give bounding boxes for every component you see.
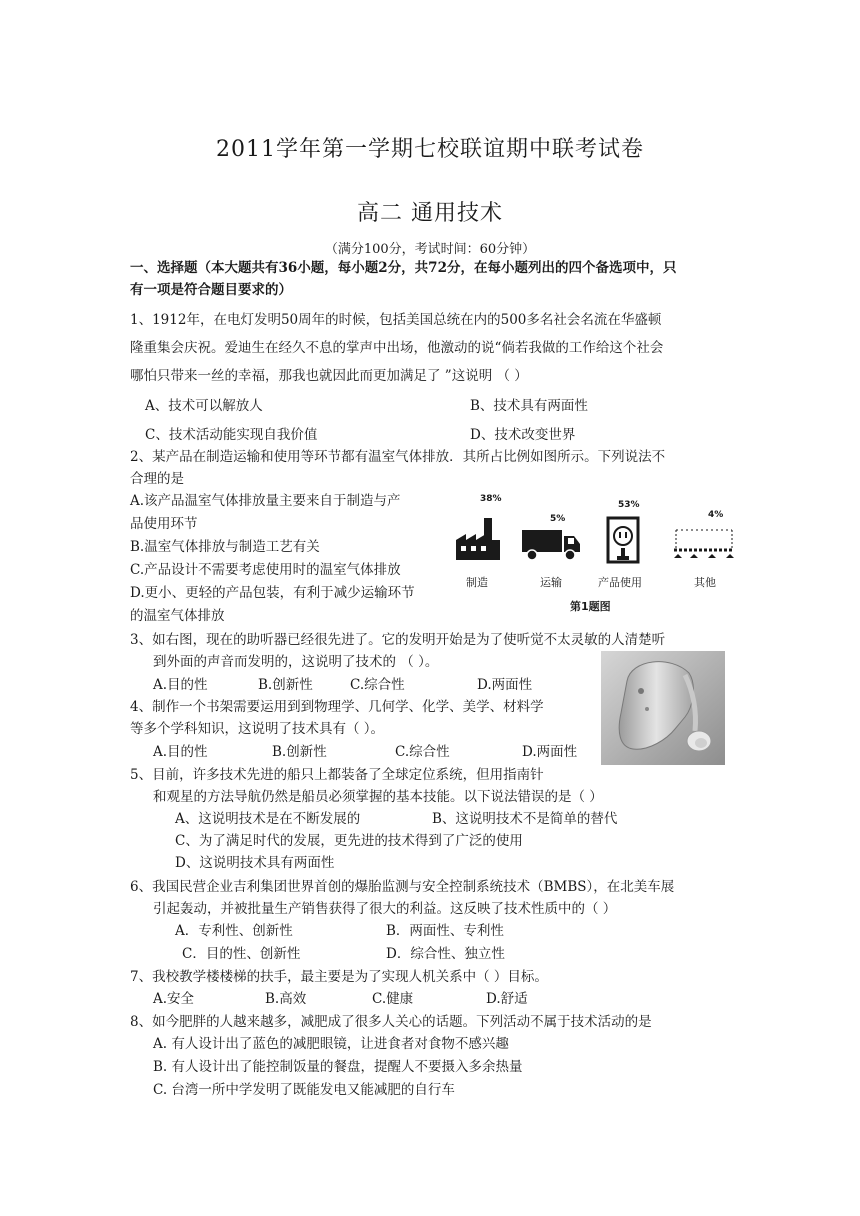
figure-caption: 第1题图 (570, 600, 611, 613)
exam-info: （满分100分，考试时间：60分钟） (324, 242, 536, 257)
q2-stem-line1: 2、某产品在制造运输和使用等环节都有温室气体排放．其所占比例如图所示。下列说法不 (130, 449, 666, 465)
q4-stem-line2: 等多个学科知识，这说明了技术具有（ ）。 (130, 721, 385, 737)
truck-icon (520, 528, 582, 562)
subject-title: 高二 通用技术 (357, 201, 503, 226)
q7-option-d: D.舒适 (486, 991, 528, 1007)
factory-icon (454, 516, 504, 562)
q1-option-a: A、技术可以解放人 (145, 398, 263, 414)
q4-stem-line1: 4、制作一个书架需要运用到到物理学、几何学、化学、美学、材料学 (130, 699, 544, 715)
section-heading-line1: 一、选择题（本大题共有36小题，每小题2分，共72分，在每小题列出的四个备选项中，只 (130, 260, 677, 276)
figure-label-other: 其他 (694, 576, 716, 589)
figure-label-transport: 运输 (540, 576, 562, 589)
q1-option-b: B、技术具有两面性 (470, 398, 588, 414)
q3-option-b: B.创新性 (258, 677, 313, 693)
figure-percent-transport: 5% (550, 514, 566, 524)
figure-label-usage: 产品使用 (598, 576, 642, 589)
q6-option-a: A．专利性、创新性 (175, 923, 293, 939)
q2-option-d-line1: D.更小、更轻的产品包装，有利于减少运输环节 (130, 585, 415, 601)
q8-option-a: A. 有人设计出了蓝色的减肥眼镜，让进食者对食物不感兴趣 (153, 1036, 509, 1052)
q4-option-c: C.综合性 (395, 744, 450, 760)
q1-stem-line2: 隆重集会庆祝。爱迪生在经久不息的掌声中出场，他激动的说“倘若我做的工作给这个社会 (130, 340, 664, 356)
q1-stem-line1: 1、1912年，在电灯发明50周年的时候，包括美国总统在内的500多名社会名流在华盛顿 (130, 312, 662, 328)
q2-option-a-line2: 品使用环节 (130, 516, 198, 532)
q2-option-b: B.温室气体排放与制造工艺有关 (130, 539, 320, 555)
q7-stem: 7、我校教学楼楼梯的扶手，最主要是为了实现人机关系中（ ）目标。 (130, 969, 548, 985)
q4-option-a: A.目的性 (153, 744, 208, 760)
figure-percent-usage: 53% (618, 500, 640, 510)
q6-option-d: D．综合性、独立性 (386, 946, 505, 962)
q2-option-d-line2: 的温室气体排放 (130, 608, 225, 624)
q6-option-b: B．两面性、专利性 (386, 923, 504, 939)
q2-figure (450, 488, 740, 614)
hearing-aid-image (601, 651, 725, 765)
q6-stem-line2: 引起轰动，并被批量生产销售获得了很大的利益。这反映了技术性质中的（ ） (153, 901, 617, 917)
other-icon (672, 524, 736, 560)
q5-stem-line2: 和观星的方法导航仍然是船员必须掌握的基本技能。以下说法错误的是（ ） (153, 789, 603, 805)
q8-option-c: C. 台湾一所中学发明了既能发电又能减肥的自行车 (153, 1082, 455, 1098)
figure-label-manufacture: 制造 (466, 576, 488, 589)
q5-stem-line1: 5、目前，许多技术先进的船只上都装备了全球定位系统，但用指南针 (130, 767, 544, 783)
q4-option-b: B.创新性 (272, 744, 327, 760)
section-heading-line2: 有一项是符合题目要求的） (130, 282, 292, 298)
q3-option-a: A.目的性 (153, 677, 208, 693)
q3-option-d: D.两面性 (477, 677, 533, 693)
exam-title: 2011学年第一学期七校联谊期中联考试卷 (216, 137, 644, 162)
q8-option-b: B. 有人设计出了能控制饭量的餐盘，提醒人不要摄入多余热量 (153, 1059, 523, 1075)
q6-stem-line1: 6、我国民营企业吉利集团世界首创的爆胎监测与安全控制系统技术（BMBS），在北美车展 (130, 879, 675, 895)
q2-option-a-line1: A.该产品温室气体排放量主要来自于制造与产 (130, 493, 401, 509)
q5-option-a: A、这说明技术是在不断发展的 (175, 811, 361, 827)
figure-percent-other: 4% (708, 510, 724, 520)
q8-stem: 8、如今肥胖的人越来越多，减肥成了很多人关心的话题。下列活动不属于技术活动的是 (130, 1014, 652, 1030)
q3-stem-line1: 3、如右图，现在的助听器已经很先进了。它的发明开始是为了使听觉不太灵敏的人清楚听 (130, 632, 666, 648)
figure-percent-manufacture: 38% (480, 494, 502, 504)
q3-option-c: C.综合性 (350, 677, 405, 693)
q6-option-c: C．目的性、创新性 (182, 946, 301, 962)
q7-option-a: A.安全 (153, 991, 195, 1007)
q2-stem-line2: 合理的是 (130, 471, 184, 487)
q4-option-d: D.两面性 (522, 744, 578, 760)
q7-option-c: C.健康 (372, 991, 414, 1007)
q1-option-d: D、技术改变世界 (470, 427, 576, 443)
q1-stem-line3: 哪怕只带来一丝的幸福，那我也就因此而更加满足了 ”这说明 （ ） (130, 368, 528, 384)
q5-option-b: B、这说明技术不是简单的替代 (432, 811, 618, 827)
q5-option-c: C、为了满足时代的发展，更先进的技术得到了广泛的使用 (175, 833, 523, 849)
q5-option-d: D、这说明技术具有两面性 (175, 855, 335, 871)
q7-option-b: B.高效 (265, 991, 307, 1007)
q3-stem-line2: 到外面的声音而发明的，这说明了技术的 （ ）。 (153, 654, 439, 670)
power-socket-icon (606, 516, 640, 566)
q1-option-c: C、技术活动能实现自我价值 (145, 427, 318, 443)
q2-option-c: C.产品设计不需要考虑使用时的温室气体排放 (130, 562, 401, 578)
